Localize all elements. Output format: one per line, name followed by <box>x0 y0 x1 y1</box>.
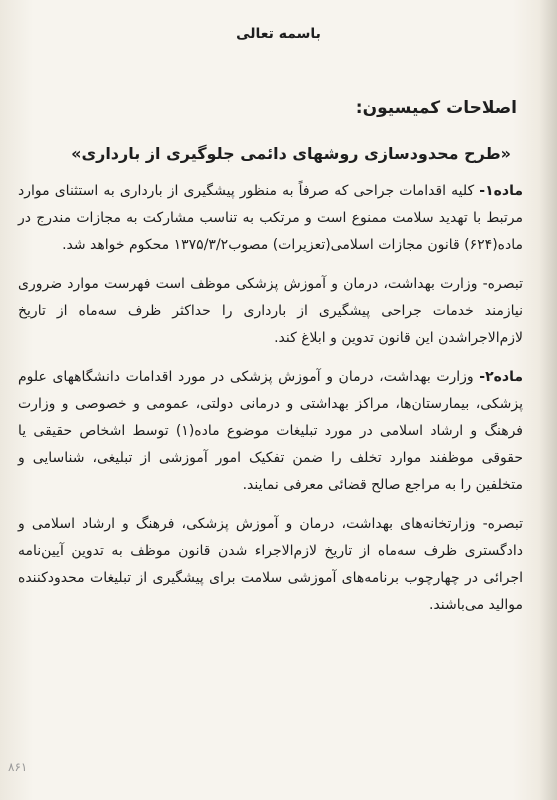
section-title: اصلاحات کمیسیون: <box>355 98 517 118</box>
margin-mark: ۸۶۱ <box>8 760 28 774</box>
note-1-lead: تبصره- <box>482 276 523 292</box>
article-1-text: کلیه اقدامات جراحی که صرفاً به منظور پیشگیری از بارداری به استثنای موارد مرتبط با تهدید سلامت ممنوع است و مرتکب به تناسب مشارکت به مجازات مندرج در ماده(۶۲۴) قانون مجازات اسلامی(تعزیرات) مصوب۱۳۷۵/۳/۲ محکوم خواهد شد. <box>18 183 523 253</box>
article-1-lead: ماده۱- <box>479 183 523 199</box>
document-body <box>18 178 523 631</box>
article-2 <box>18 364 523 499</box>
article-2-text: وزارت بهداشت، درمان و آموزش پزشکی در مورد اقدامات دانشگاههای علوم پزشکی، بیمارستان‌ها، مراکز بهداشتی و درمانی دولتی، عمومی و خصوصی و وزارت فرهنگ و ارشاد اسلامی در مورد تبلیغات موضوع ماده(۱) توسط اشخاص حقیقی یا حقوقی موظفند موارد تخلف را ضمن تفکیک امور آموزشی از تبلیغی، شناسایی و متخلفین را به مراجع صالح قضائی معرفی نمایند. <box>18 369 523 493</box>
plan-title: «طرح محدودسازی روشهای دائمی جلوگیری از بارداری» <box>71 144 511 163</box>
note-1-text: وزارت بهداشت، درمان و آموزش پزشکی موظف است فهرست موارد ضروری نیازمند خدمات جراحی پیشگیری از بارداری را حداکثر ظرف سه‌ماه از تاریخ لازم‌الاجراشدن این قانون تدوین و ابلاغ کند. <box>18 276 523 346</box>
note-2 <box>18 511 523 619</box>
article-1 <box>18 178 523 259</box>
note-1 <box>18 271 523 352</box>
scan-shadow <box>539 0 557 800</box>
note-2-text: وزارتخانه‌های بهداشت، درمان و آموزش پزشکی، فرهنگ و ارشاد اسلامی و دادگستری ظرف سه‌ماه از تاریخ لازم‌الاجراء شدن قانون موظف به تدوین آیین‌نامه اجرائی در چهارچوب برنامه‌های آموزشی سلامت برای پیشگیری از تبلیغات محدودکننده موالید می‌باشند. <box>18 516 523 613</box>
article-2-lead: ماده۲- <box>479 369 523 385</box>
header-invocation: باسمه تعالی <box>236 26 321 42</box>
note-2-lead: تبصره- <box>482 516 523 532</box>
